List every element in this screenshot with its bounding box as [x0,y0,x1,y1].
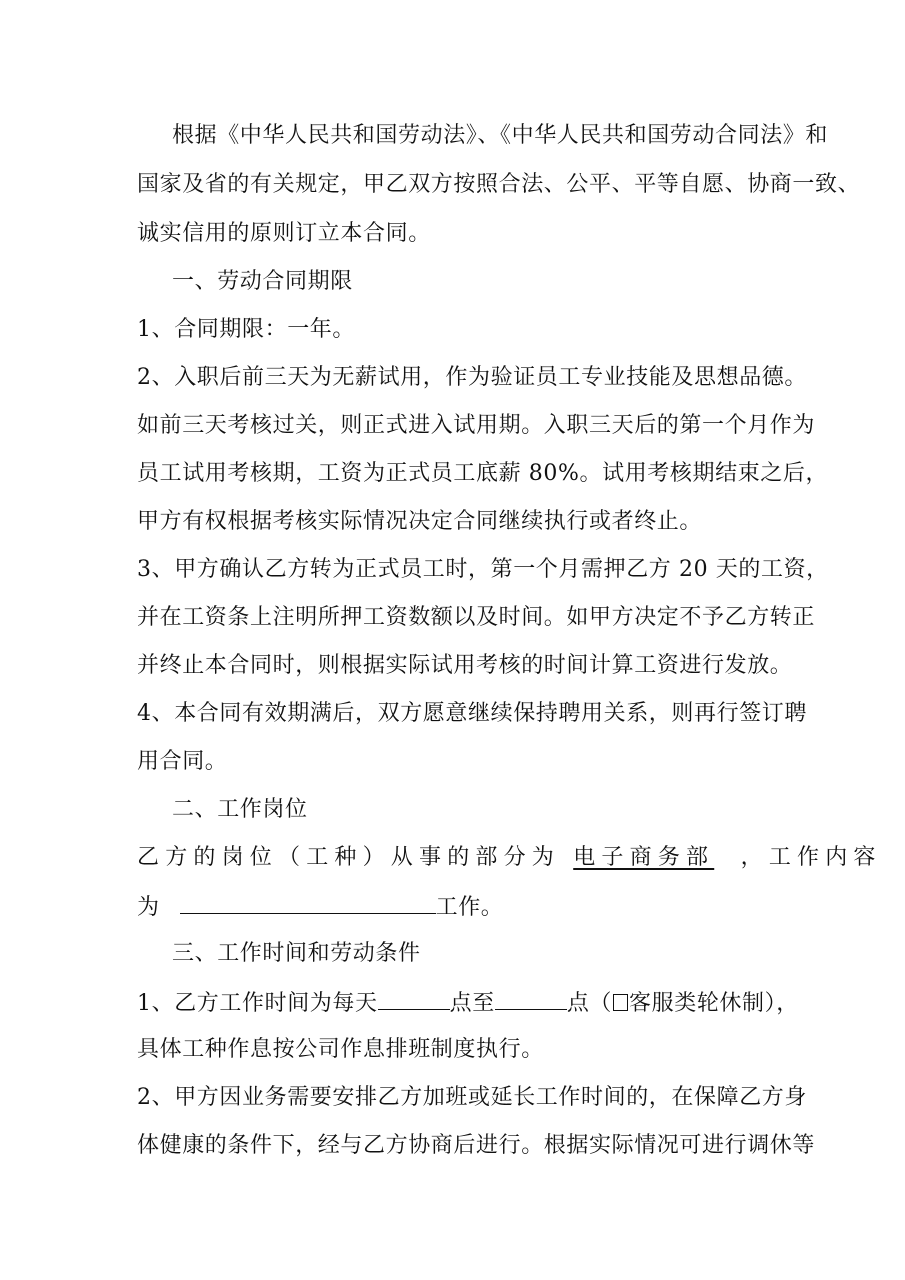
hours-item-1-line-1 [137,987,799,1019]
position-suffix: ，工作内容 [740,845,882,870]
hours-item-2-line-1: 2、甲方因业务需要安排乙方加班或延长工作时间的，在保障乙方身 [137,1085,807,1110]
hours-item-2-line-2: 体健康的条件下，经与乙方协商后进行。根据实际情况可进行调休等 [137,1133,816,1158]
term-item-2-line-2: 如前三天考核过关，则正式进入试用期。入职三天后的第一个月作为 [137,413,816,438]
position-prefix: 乙方的岗位（工种）从事的部分为 [137,845,561,870]
hours-item-1-line-2: 具体工种作息按公司作息排班制度执行。 [137,1037,544,1062]
section-heading-term: 一、劳动合同期限 [172,269,353,294]
term-item-4-line-1: 4、本合同有效期满后，双方愿意继续保持聘用关系，则再行签订聘 [137,701,807,726]
term-item-3-line-1: 3、甲方确认乙方转为正式员工时，第一个月需押乙方 20 天的工资， [137,557,829,582]
term-item-1: 1、合同期限：一年。 [137,317,355,342]
hours-mid: 点至 [449,991,495,1016]
position-dept-field [560,845,741,870]
term-item-4-line-2: 用合同。 [137,749,228,774]
intro-line-2: 国家及省的有关规定，甲乙双方按照合法、公平、平等自愿、协商一致、 [137,172,861,197]
start-hour-blank [378,987,450,1010]
hours-prefix: 1、乙方工作时间为每天 [137,991,378,1016]
work-content-prefix: 为 [137,895,160,920]
work-content-blank [180,891,436,914]
intro-line-1: 根据《中华人民共和国劳动法》、《中华人民共和国劳动合同法》和 [172,123,829,148]
end-hour-blank [495,987,567,1010]
term-item-3-line-2: 并在工资条上注明所押工资数额以及时间。如甲方决定不予乙方转正 [137,605,816,630]
intro-line-3: 诚实信用的原则订立本合同。 [137,221,431,246]
term-item-2-line-1: 2、入职后前三天为无薪试用，作为验证员工专业技能及思想品德。 [137,365,807,390]
checkbox-icon [613,994,628,1011]
term-item-3-line-3: 并终止本合同时，则根据实际试用考核的时间计算工资进行发放。 [137,653,793,678]
section-heading-hours: 三、工作时间和劳动条件 [172,941,421,966]
work-content-line [137,891,777,923]
hours-suffix-b: 客服类轮休制）， [629,991,799,1016]
hours-suffix-a: 点（ [566,991,613,1016]
section-heading-position: 二、工作岗位 [172,797,308,822]
term-item-2-line-4: 甲方有权根据考核实际情况决定合同继续执行或者终止。 [137,509,703,534]
position-line [137,843,882,873]
term-item-2-line-3: 员工试用考核期，工资为正式员工底薪 80%。试用考核期结束之后， [137,461,829,486]
work-content-suffix: 工作。 [435,895,504,920]
position-dept-value: 电子商务部 [573,845,715,870]
